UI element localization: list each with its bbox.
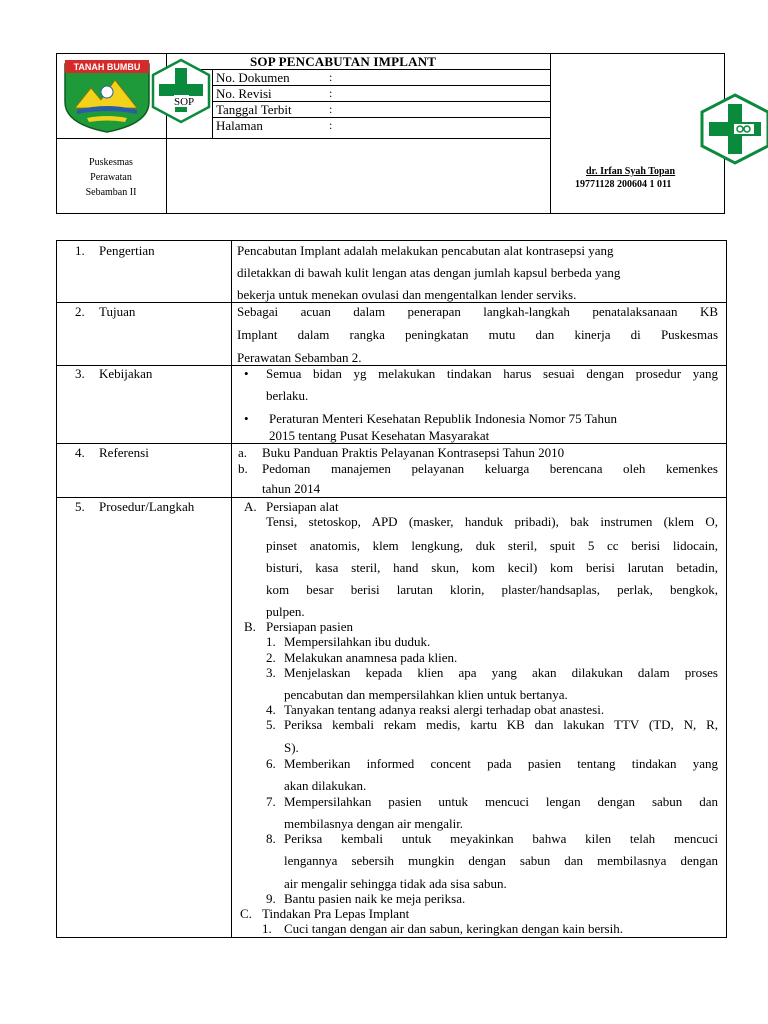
pengertian-text: diletakkan di bawah kulit lengan atas dengan jumlah kapsul berbeda yang bbox=[237, 265, 621, 280]
kebijakan-item: Semua bidan yg melakukan tindakan harus sesuai dengan prosedur yang bbox=[266, 366, 718, 381]
meta-label-dokumen: No. Dokumen bbox=[216, 70, 290, 85]
sop-badge-label: SOP bbox=[174, 96, 195, 108]
puskesmas-line: Perawatan bbox=[90, 172, 132, 183]
step-number: 4. bbox=[266, 702, 276, 717]
alat-text: Tensi, stetoskop, APD (masker, handuk pribadi), bak instrumen (klem O, bbox=[266, 514, 718, 529]
step-number: 1. bbox=[266, 634, 276, 649]
part-marker: A. bbox=[244, 499, 257, 514]
part-title: Tindakan Pra Lepas Implant bbox=[262, 906, 410, 921]
step-text: pencabutan dan mempersilahkan klien untuk bertanya. bbox=[284, 687, 568, 702]
kebijakan-item: Peraturan Menteri Kesehatan Republik Indonesia Nomor 75 Tahun bbox=[269, 411, 617, 426]
referensi-item: Buku Panduan Praktis Pelayanan Kontrasepsi Tahun 2010 bbox=[262, 445, 565, 460]
row-number-3: 3. bbox=[75, 366, 85, 381]
puskesmas-line: Puskesmas bbox=[89, 157, 133, 168]
puskesmas-name bbox=[56, 155, 166, 200]
step-text: Bantu pasien naik ke meja periksa. bbox=[284, 891, 466, 906]
alat-text: pulpen. bbox=[266, 604, 305, 619]
pengertian-text: Pencabutan Implant adalah melakukan pencabutan alat kontrasepsi yang bbox=[237, 243, 614, 258]
doctor-name: dr. Irfan Syah Topan bbox=[586, 166, 676, 177]
step-number: 9. bbox=[266, 891, 276, 906]
step-number: 7. bbox=[266, 794, 276, 809]
step-text: Mempersilahkan ibu duduk. bbox=[284, 634, 431, 649]
row-number-4: 4. bbox=[75, 445, 85, 460]
row-label-pengertian: Pengertian bbox=[99, 243, 155, 258]
tanah-bumbu-logo bbox=[61, 58, 153, 134]
doctor-nip: 19771128 200604 1 011 bbox=[575, 179, 672, 190]
tujuan-text: Sebagai acuan dalam penerapan langkah-langkah penatalaksanaan KB bbox=[237, 304, 718, 319]
meta-value-tanggal: : bbox=[329, 102, 333, 116]
sop-badge-icon bbox=[150, 58, 212, 124]
kebijakan-item: berlaku. bbox=[266, 388, 309, 403]
kebijakan-item: 2015 tentang Pusat Kesehatan Masyarakat bbox=[269, 428, 490, 443]
alat-text: pinset anatomis, klem lengkung, duk steril, spuit 5 cc berisi lidocain, bbox=[266, 538, 718, 553]
part-marker: C. bbox=[240, 906, 252, 921]
step-text: membilasnya dengan air mengalir. bbox=[284, 816, 464, 831]
referensi-item: Pedoman manajemen pelayanan keluarga berencana oleh kemenkes bbox=[262, 461, 718, 476]
row-number-5: 5. bbox=[75, 499, 85, 514]
alat-text: bisturi, kasa steril, hand skun, kom kecil) kom berisi larutan betadin, bbox=[266, 560, 718, 575]
step-text: air mengalir sehingga tidak ada sisa sabun. bbox=[284, 876, 507, 891]
step-text: Tanyakan tentang adanya reaksi alergi terhadap obat anastesi. bbox=[284, 702, 605, 717]
meta-label-revisi: No. Revisi bbox=[216, 86, 272, 101]
meta-label-halaman: Halaman bbox=[216, 118, 263, 133]
row-label-kebijakan: Kebijakan bbox=[99, 366, 153, 381]
part-title: Persiapan alat bbox=[266, 499, 339, 514]
step-text: Periksa kembali rekam medis, kartu KB dan lakukan TTV (TD, N, R, bbox=[284, 717, 718, 732]
step-text: Memberikan informed concent pada pasien tentang tindakan yang bbox=[284, 756, 718, 771]
tujuan-text: Perawatan Sebamban 2. bbox=[237, 350, 362, 365]
meta-value-dokumen: : bbox=[329, 70, 333, 84]
step-text: Menjelaskan kepada klien apa yang akan dilakukan dalam proses bbox=[284, 665, 718, 680]
pengertian-text: bekerja untuk menekan ovulasi dan mengentalkan lender serviks. bbox=[237, 287, 577, 302]
step-text: Mempersilahkan pasien untuk mencuci lengan dengan sabun dan bbox=[284, 794, 718, 809]
meta-value-revisi: : bbox=[329, 86, 333, 100]
bullet-icon: • bbox=[244, 411, 249, 426]
referensi-marker: a. bbox=[238, 445, 248, 460]
alat-text: kom besar berisi larutan klorin, plaster/handsaplas, perlak, bengkok, bbox=[266, 582, 718, 597]
step-text: akan dilakukan. bbox=[284, 778, 367, 793]
referensi-marker: b. bbox=[238, 461, 248, 476]
step-number: 1. bbox=[262, 921, 272, 936]
tujuan-text: Implant dalam rangka peningkatan mutu dan kinerja di Puskesmas bbox=[237, 327, 718, 342]
puskesmas-line: Sebamban II bbox=[85, 187, 137, 198]
document-title: SOP PENCABUTAN IMPLANT bbox=[250, 54, 437, 69]
step-text: lengannya sebersih mungkin dengan sabun dan membilasnya dengan bbox=[284, 853, 718, 868]
row-number-1: 1. bbox=[75, 243, 85, 258]
step-text: S). bbox=[284, 740, 299, 755]
part-title: Persiapan pasien bbox=[266, 619, 354, 634]
svg-text:TANAH BUMBU: TANAH BUMBU bbox=[73, 62, 141, 72]
part-marker: B. bbox=[244, 619, 256, 634]
step-text: Melakukan anamnesa pada klien. bbox=[284, 650, 458, 665]
row-label-referensi: Referensi bbox=[99, 445, 149, 460]
meta-value-halaman: : bbox=[329, 118, 333, 132]
health-cross-logo bbox=[699, 93, 768, 165]
row-number-2: 2. bbox=[75, 304, 85, 319]
bullet-icon: • bbox=[244, 366, 249, 381]
referensi-item: tahun 2014 bbox=[262, 481, 321, 496]
step-number: 8. bbox=[266, 831, 276, 846]
row-label-tujuan: Tujuan bbox=[99, 304, 136, 319]
step-number: 2. bbox=[266, 650, 276, 665]
step-number: 5. bbox=[266, 717, 276, 732]
step-number: 6. bbox=[266, 756, 276, 771]
step-text: Periksa kembali untuk meyakinkan bahwa kilen telah mencuci bbox=[284, 831, 718, 846]
step-text: Cuci tangan dengan air dan sabun, keringkan dengan kain bersih. bbox=[284, 921, 623, 936]
meta-label-tanggal: Tanggal Terbit bbox=[216, 102, 292, 117]
step-number: 3. bbox=[266, 665, 276, 680]
row-label-prosedur: Prosedur/Langkah bbox=[99, 499, 195, 514]
